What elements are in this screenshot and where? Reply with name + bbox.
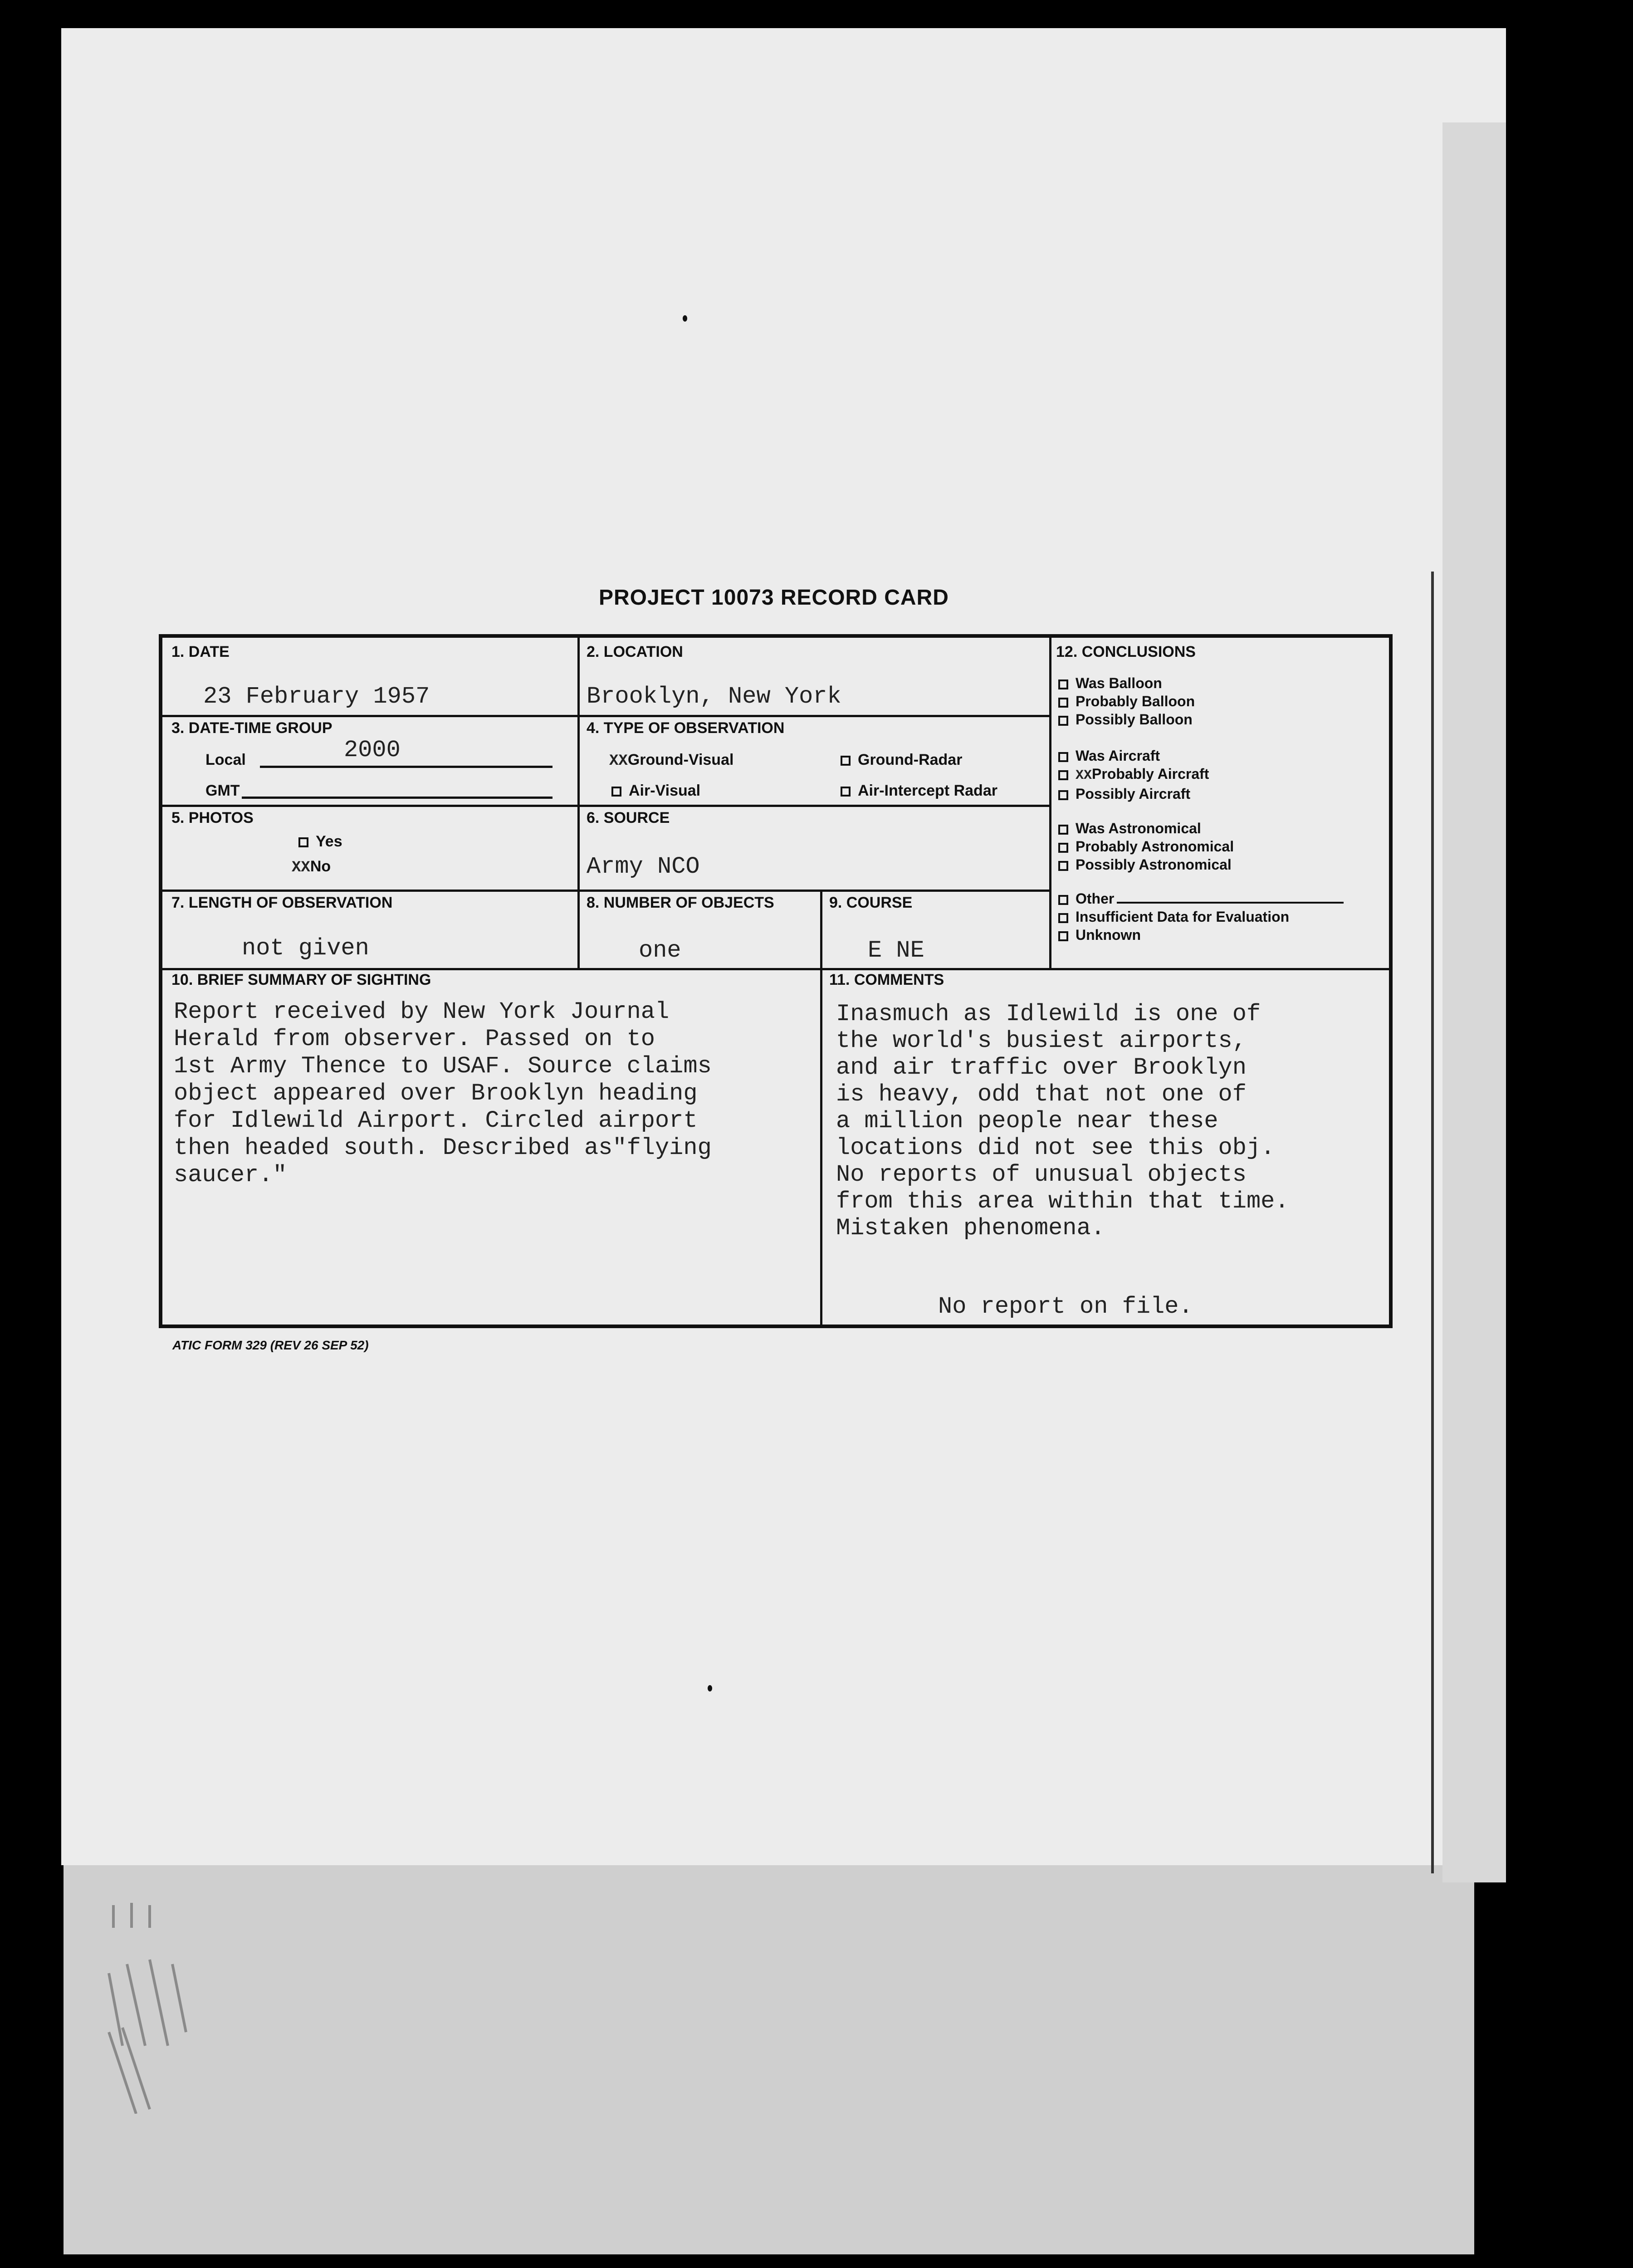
divider: [577, 638, 580, 968]
gmt-label: GMT: [205, 782, 240, 799]
conclusion-item: Probably Astronomical: [1076, 838, 1234, 855]
conclusions-group-other: [1058, 890, 1344, 944]
comments-footer: No report on file.: [938, 1293, 1193, 1320]
sheet-edge-shadow: [1442, 122, 1506, 1882]
air-visual-label: Air-Visual: [629, 782, 701, 799]
conclusion-item: Other: [1076, 890, 1115, 907]
conclusions-group-aircraft: [1058, 747, 1209, 803]
objects-value: one: [639, 937, 681, 964]
comment-line: a million people near these: [836, 1108, 1218, 1134]
date-value: 23 February 1957: [203, 683, 430, 710]
gmt-underline: [242, 797, 552, 799]
course-label: 9. COURSE: [829, 894, 913, 911]
local-label: Local: [205, 751, 246, 768]
photos-no-option: [292, 858, 331, 876]
summary-line: Herald from observer. Passed on to: [174, 1026, 655, 1052]
course-value: E NE: [868, 937, 924, 964]
conclusion-item: Unknown: [1076, 927, 1141, 943]
objects-label: 8. NUMBER OF OBJECTS: [587, 894, 774, 911]
comment-line: locations did not see this obj.: [836, 1134, 1275, 1161]
divider: [1049, 638, 1051, 968]
summary-line: Report received by New York Journal: [174, 998, 670, 1025]
form-id: ATIC FORM 329 (REV 26 SEP 52): [172, 1338, 369, 1352]
conclusion-item: Was Aircraft: [1076, 748, 1160, 764]
conclusion-item: Was Balloon: [1076, 675, 1162, 691]
length-label: 7. LENGTH OF OBSERVATION: [171, 894, 393, 911]
ground-visual-option: [609, 751, 733, 770]
photos-no-mark: XX: [292, 859, 310, 876]
comment-line: Inasmuch as Idlewild is one of: [836, 1001, 1261, 1027]
conclusion-item: Possibly Astronomical: [1076, 856, 1232, 873]
summary-text: [174, 998, 712, 1189]
record-card: [159, 634, 1393, 1328]
card-title: PROJECT 10073 RECORD CARD: [599, 586, 949, 610]
conclusion-item: Probably Balloon: [1076, 693, 1195, 709]
checkbox-icon: [611, 787, 621, 797]
source-value: Army NCO: [587, 853, 700, 880]
location-label: 2. LOCATION: [587, 643, 683, 660]
comments-text: [836, 1001, 1289, 1242]
comments-label: 11. COMMENTS: [829, 971, 944, 988]
observation-label: 4. TYPE OF OBSERVATION: [587, 719, 785, 737]
summary-label: 10. BRIEF SUMMARY OF SIGHTING: [171, 971, 431, 988]
checkbox-icon: [298, 837, 308, 847]
conclusions-group-balloon: [1058, 674, 1195, 728]
divider: [162, 968, 1390, 970]
date-label: 1. DATE: [171, 643, 230, 660]
summary-line: then headed south. Described as"flying: [174, 1134, 712, 1161]
comment-line: and air traffic over Brooklyn: [836, 1054, 1247, 1081]
divider: [162, 805, 1049, 807]
photos-no-label: No: [310, 858, 331, 875]
speck: [708, 1685, 712, 1691]
card-edge-line: [1431, 572, 1434, 1873]
speck: [683, 315, 687, 322]
ground-visual-mark: XX: [609, 753, 628, 770]
local-value: 2000: [344, 737, 401, 763]
summary-line: for Idlewild Airport. Circled airport: [174, 1107, 698, 1134]
comment-line: from this area within that time.: [836, 1188, 1289, 1215]
checkbox-icon: [841, 787, 851, 797]
ground-radar-option: [841, 751, 962, 769]
summary-line: object appeared over Brooklyn heading: [174, 1080, 698, 1107]
handwritten-marks: [95, 1896, 268, 2114]
conclusion-item: Possibly Balloon: [1076, 711, 1193, 728]
photos-yes-option: [298, 833, 342, 850]
summary-line: 1st Army Thence to USAF. Source claims: [174, 1053, 712, 1080]
aircraft-mark: XX: [1076, 768, 1092, 783]
comment-line: the world's busiest airports,: [836, 1027, 1247, 1054]
air-intercept-label: Air-Intercept Radar: [858, 782, 997, 799]
conclusion-item: Probably Aircraft: [1092, 766, 1209, 782]
divider: [162, 890, 1049, 892]
conclusions-label: 12. CONCLUSIONS: [1056, 643, 1196, 660]
dtg-label: 3. DATE-TIME GROUP: [171, 719, 332, 737]
conclusions-group-astronomical: [1058, 819, 1234, 874]
location-value: Brooklyn, New York: [587, 683, 841, 710]
photos-yes-label: Yes: [316, 833, 342, 850]
ground-visual-label: Ground-Visual: [627, 751, 734, 768]
divider: [820, 968, 822, 1328]
divider: [162, 715, 1049, 717]
summary-line: saucer.": [174, 1162, 287, 1188]
air-visual-option: [611, 782, 700, 800]
local-underline: [260, 766, 552, 768]
checkbox-icon: [841, 756, 851, 766]
photos-label: 5. PHOTOS: [171, 809, 254, 826]
air-intercept-option: [841, 782, 997, 800]
length-value: not given: [242, 935, 369, 962]
ground-radar-label: Ground-Radar: [858, 751, 963, 768]
conclusion-item: Insufficient Data for Evaluation: [1076, 909, 1290, 925]
comment-line: Mistaken phenomena.: [836, 1215, 1105, 1242]
comment-line: No reports of unusual objects: [836, 1161, 1247, 1188]
comment-line: is heavy, odd that not one of: [836, 1081, 1247, 1108]
conclusion-item: Possibly Aircraft: [1076, 786, 1191, 802]
divider: [820, 890, 822, 968]
conclusion-item: Was Astronomical: [1076, 820, 1201, 836]
source-label: 6. SOURCE: [587, 809, 670, 826]
